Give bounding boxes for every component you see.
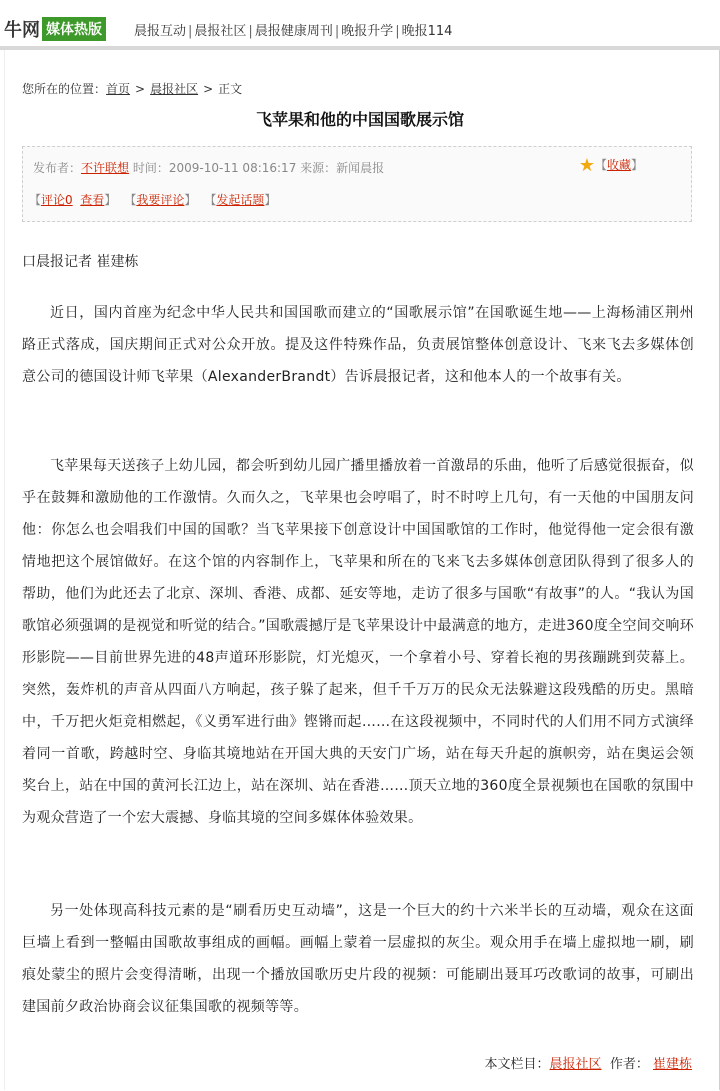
article-footer [485,1053,692,1072]
bracket-close: 】 [630,158,643,172]
view-link[interactable]: 查看 [80,193,105,207]
author-label: 作者： [609,1057,649,1072]
top-bar [0,0,720,46]
article-actions [29,191,290,208]
nav-link-community[interactable]: 晨报社区 [194,24,247,39]
star-icon: ★ [578,155,595,176]
comments-link[interactable]: 评论0 [41,193,73,207]
nav-link-education[interactable]: 晚报升学 [341,24,394,39]
publisher-link[interactable]: 不许联想 [81,161,130,175]
top-nav [134,20,452,39]
column-label: 本文栏目： [484,1057,550,1072]
breadcrumb-current: 正文 [218,82,243,96]
article-paragraph: 近日，国内首座为纪念中华人民共和国国歌而建立的“国歌展示馆”在国歌诞生地——上海杨浦区荆州路正式落成，国庆期间正式对公众开放。提及这件特殊作品，负责展馆整体创意设计、飞来飞去多媒体创意公司的德国设计师飞苹果（AlexanderBrandt）告诉晨报记者，这和他本人的一个故事有关。 [22,305,694,385]
article-title: 飞苹果和他的中国国歌展示馆 [255,110,464,129]
article-paragraph: 飞苹果每天送孩子上幼儿园，都会听到幼儿园广播里播放着一首激昂的乐曲，他听了后感觉很振奋，似乎在鼓舞和激励他的工作激情。久而久之，飞苹果也会哼唱了，时不时哼上几句，有一天他的中国朋友问他：你怎么也会唱我们中国的国歌？当飞苹果接下创意设计中国国歌馆的工作时，他觉得他一定会很有激情地把这个展馆做好。在这个馆的内容制作上，飞苹果和所在的飞来飞去多媒体创意团队得到了很多人的帮助，他们为此还去了北京、深圳、香港、成都、延安等地，走访了很多与国歌“有故事”的人。“我认为国歌馆必须强调的是视觉和听觉的结合。”国歌震撼厅是飞苹果设计中最满意的地方，走进360度全空间交响环形影院——目前世界先进的48声道环形影院，灯光熄灭，一个拿着小号、穿着长袍的男孩蹦跳到荧幕上。突然，轰炸机的声音从四面八方响起，孩子躲了起来，但千千万万的民众无法躲避这段残酷的历史。黑暗中，千万把火炬竞相燃起，《义勇军进行曲》铿锵而起……在这段视频中，不同时代的人们用不同方式演绎着同一首歌，跨越时空、身临其境地站在开国大典的天安门广场，站在每天升起的旗帜旁，站在奥运会领奖台上，站在中国的黄河长江边上，站在深圳、站在香港……顶天立地的360度全景视频也在国歌的氛围中为观众营造了一个宏大震撼、身临其境的空间多媒体体验效果。 [22,458,694,826]
comments-group: 【评论0 查看】 [29,193,117,207]
nav-link-114[interactable]: 晚报114 [401,24,453,39]
nav-separator: | [395,24,400,39]
post-topic-link[interactable]: 发起话题 [216,193,265,207]
favorite-button[interactable] [579,155,643,176]
breadcrumb-home[interactable]: 首页 [106,82,131,96]
article-info-box [22,146,692,222]
favorite-label: 收藏 [606,158,631,172]
time-label: 时间： [132,161,169,175]
nav-separator: | [188,24,193,39]
reporter-byline: 口晨报记者 崔建栋 [22,254,139,270]
site-logo[interactable] [4,16,106,42]
source-name: 新闻晨报 [336,161,385,175]
nav-link-interaction[interactable]: 晨报互动 [134,24,187,39]
breadcrumb-prefix: 您所在的位置： [22,82,107,96]
author-link[interactable]: 崔建栋 [652,1057,692,1072]
publish-time: 2009-10-11 08:16:17 [168,161,297,175]
logo-badge: 媒体热版 [42,17,106,41]
source-label: 来源： [300,161,337,175]
breadcrumb-arrow: > [135,82,146,96]
logo-text: 牛网 [4,20,40,41]
publisher-label: 发布者： [33,161,82,175]
write-comment-group: 【我要评论】 [130,193,197,207]
post-topic-group: 【发起话题】 [210,193,277,207]
column-link[interactable]: 晨报社区 [549,1057,602,1072]
nav-link-health[interactable]: 晨报健康周刊 [254,24,333,39]
breadcrumb-arrow: > [203,82,214,96]
nav-separator: | [248,24,253,39]
nav-separator: | [334,24,340,39]
article-paragraph: 另一处体现高科技元素的是“刷看历史互动墙”，这是一个巨大的约十六米半长的互动墙，观众在这面巨墙上看到一整幅由国歌故事组成的画幅。画幅上蒙着一层虚拟的灰尘。观众用手在墙上虚拟地一刷，刷痕处蒙尘的照片会变得清晰，出现一个播放国歌历史片段的视频：可能刷出聂耳巧改歌词的故事，可刷出建国前夕政治协商会议征集国歌的视频等等。 [22,903,694,1015]
bracket-open: 【 [594,158,607,172]
breadcrumb-section[interactable]: 晨报社区 [150,82,199,96]
write-comment-link[interactable]: 我要评论 [136,193,185,207]
article-meta [33,159,384,176]
breadcrumb [22,80,242,97]
